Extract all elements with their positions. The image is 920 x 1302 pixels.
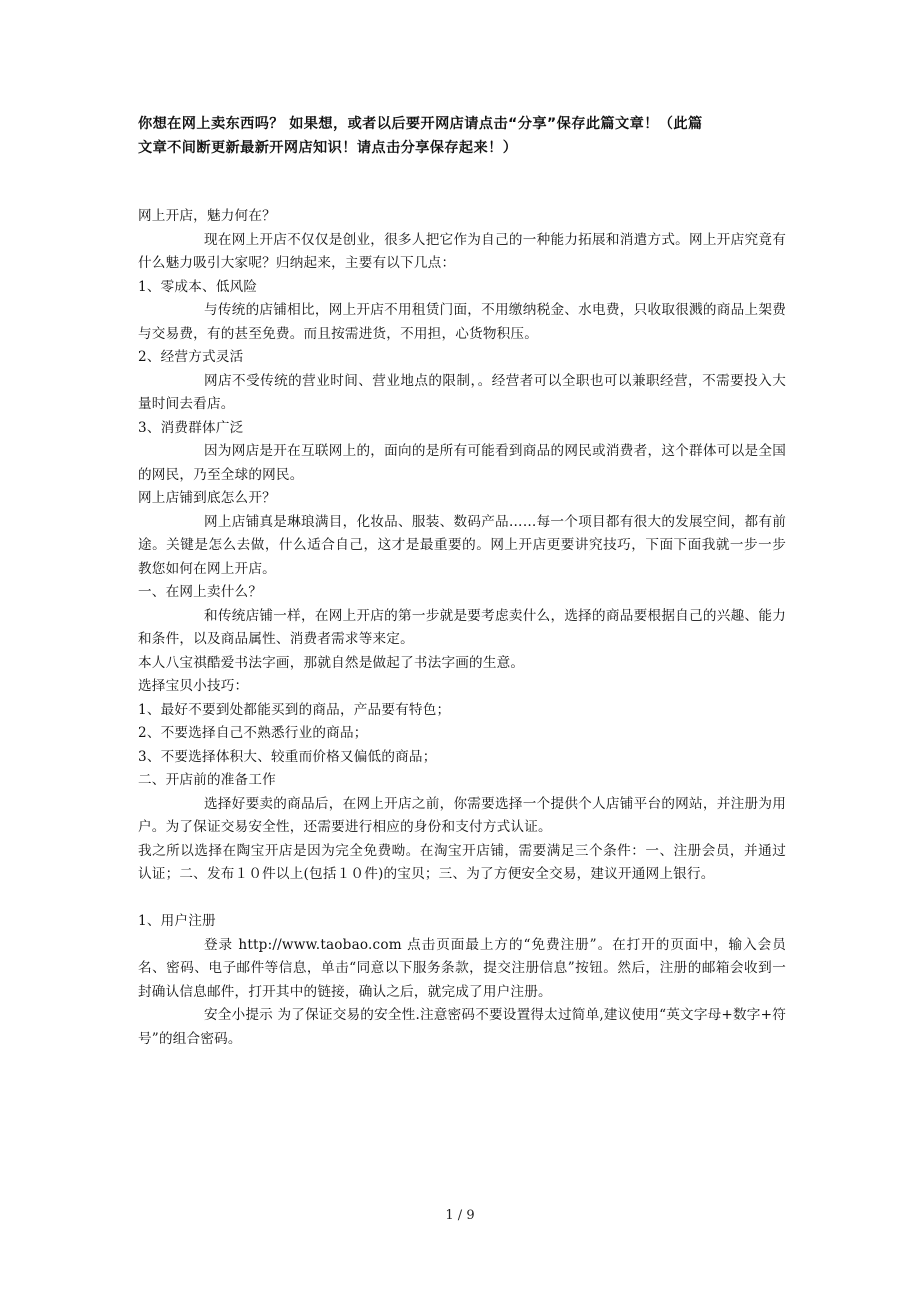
- paragraph: 1、最好不要到处都能买到的商品，产品要有特色；: [138, 701, 451, 718]
- paragraph: 选择好要卖的商品后，在网上开店之前，你需要选择一个提供个人店铺平台的网站，并注册为用户。为了保证交易安全性，还需要进行相应的身份和支付方式认证。: [138, 795, 786, 835]
- header-line-2: 文章不间断更新最新开网店知识！请点击分享保存起来！）: [138, 140, 518, 156]
- paragraph: 登录 http://www.taobao.com 点击页面最上方的“免费注册”。在打开的页面中，输入会员名、密码、电子邮件等信息，单击“同意以下服务条款，提交注册信息”按钮。然后，注册的邮箱会收到一封确认信息邮件，打开其中的链接，确认之后，就完成了用户注册。: [138, 936, 786, 1000]
- paragraph: 3、不要选择体积大、较重而价格又偏低的商品；: [138, 748, 437, 765]
- paragraph: 二、开店前的准备工作: [138, 772, 276, 788]
- paragraph: 2、经营方式灵活: [138, 349, 244, 365]
- paragraph: 因为网店是开在互联网上的，面向的是所有可能看到商品的网民或消费者，这个群体可以是全国的网民，乃至全球的网民。: [138, 443, 786, 483]
- paragraph: 网上店铺真是琳琅满目，化妆品、服装、数码产品……每一个项目都有很大的发展空间，都有前途。关键是怎么去做，什么适合自己，这才是最重要的。网上开店更要讲究技巧，下面下面我就一步一步教您如何在网上开店。: [138, 513, 786, 577]
- paragraph: 2、不要选择自己不熟悉行业的商品；: [138, 725, 368, 741]
- article-body: [138, 205, 786, 1051]
- paragraph: 本人八宝祺酷爱书法字画，那就自然是做起了书法字画的生意。: [138, 654, 525, 671]
- paragraph: 1、用户注册: [138, 913, 216, 929]
- paragraph: 和传统店铺一样，在网上开店的第一步就是要考虑卖什么，选择的商品要根据自己的兴趣、能力和条件，以及商品属性、消费者需求等来定。: [138, 607, 786, 647]
- paragraph-gap: [138, 887, 786, 911]
- paragraph: 选择宝贝小技巧：: [138, 678, 249, 694]
- paragraph: 网店不受传统的营业时间、营业地点的限制，。经营者可以全职也可以兼职经营，不需要投入大量时间去看店。: [138, 372, 786, 412]
- paragraph: 我之所以选择在陶宝开店是因为完全免费呦。在淘宝开店铺，需要满足三个条件：一、注册会员，并通过认证；二、发布１０件以上(包括１０件)的宝贝；三、为了方便安全交易，建议开通网上银行。: [138, 842, 786, 882]
- paragraph: 一、在网上卖什么？: [138, 584, 263, 600]
- paragraph: 3、消费群体广泛: [138, 419, 244, 436]
- article-header: [138, 112, 786, 160]
- paragraph: 1、零成本、低风险: [138, 278, 258, 295]
- paragraph: 安全小提示 为了保证交易的安全性.注意密码不要设置得太过简单,建议使用“英文字母+数字+符号”的组合密码。: [138, 1007, 786, 1047]
- document-page: [138, 112, 786, 1051]
- header-line-1: 你想在网上卖东西吗？ 如果想，或者以后要开网店请点击“分享”保存此篇文章！（此篇: [138, 116, 703, 132]
- paragraph: 网上店铺到底怎么开？: [138, 490, 276, 506]
- paragraph: 与传统的店铺相比，网上开店不用租赁门面，不用缴纳税金、水电费，只收取很溅的商品上架费与交易费，有的甚至免费。而且按需进货，不用担，心货物积压。: [138, 302, 786, 342]
- paragraph: 网上开店，魅力何在？: [138, 208, 276, 224]
- page-number: 1 / 9: [445, 1208, 475, 1223]
- paragraph: 现在网上开店不仅仅是创业，很多人把它作为自己的一种能力拓展和消遣方式。网上开店究竟有什么魅力吸引大家呢？归纳起来，主要有以下几点：: [138, 231, 786, 271]
